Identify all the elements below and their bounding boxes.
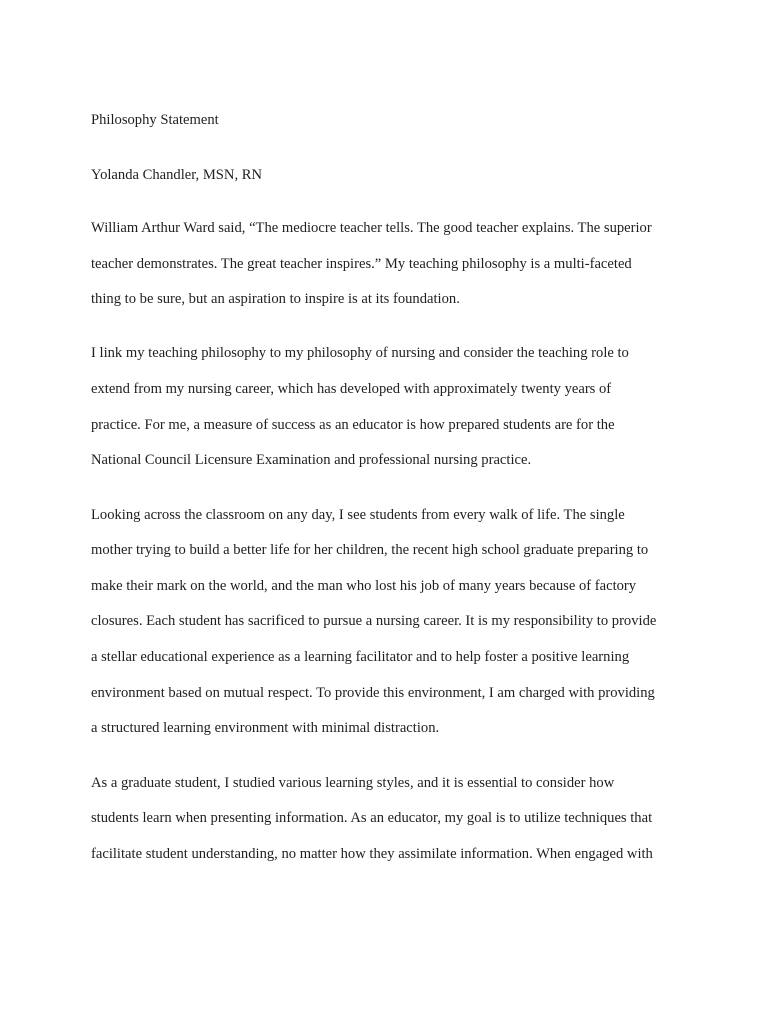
author-line: Yolanda Chandler, MSN, RN: [91, 167, 263, 183]
paragraph-line: National Council Licensure Examination and professional nursing practice.: [91, 452, 532, 468]
paragraph-line: Looking across the classroom on any day, I see students from every walk of life. The single: [91, 507, 625, 523]
paragraph-line: closures. Each student has sacrificed to pursue a nursing career. It is my responsibility to provide: [91, 613, 657, 629]
paragraph-line: students learn when presenting information. As an educator, my goal is to utilize techniques that: [91, 810, 653, 826]
paragraph-line: environment based on mutual respect. To provide this environment, I am charged with providing: [91, 685, 655, 701]
paragraph-line: a structured learning environment with minimal distraction.: [91, 720, 440, 736]
paragraph-line: mother trying to build a better life for her children, the recent high school graduate preparing to: [91, 542, 649, 558]
document-title: Philosophy Statement: [91, 112, 219, 128]
paragraph-line: make their mark on the world, and the man who lost his job of many years because of factory: [91, 578, 637, 594]
paragraph-line: extend from my nursing career, which has developed with approximately twenty years of: [91, 381, 612, 397]
paragraph-line: teacher demonstrates. The great teacher inspires.” My teaching philosophy is a multi-faceted: [91, 256, 632, 272]
paragraph-line: practice. For me, a measure of success as an educator is how prepared students are for the: [91, 417, 615, 433]
paragraph-line: thing to be sure, but an aspiration to inspire is at its foundation.: [91, 291, 460, 307]
paragraph-line: William Arthur Ward said, “The mediocre teacher tells. The good teacher explains. The superior: [91, 220, 652, 236]
paragraph-line: I link my teaching philosophy to my philosophy of nursing and consider the teaching role to: [91, 345, 629, 361]
paragraph-line: a stellar educational experience as a learning facilitator and to help foster a positive learning: [91, 649, 630, 665]
paragraph-line: facilitate student understanding, no matter how they assimilate information. When engaged with: [91, 846, 653, 862]
paragraph-line: As a graduate student, I studied various learning styles, and it is essential to consider how: [91, 775, 615, 791]
